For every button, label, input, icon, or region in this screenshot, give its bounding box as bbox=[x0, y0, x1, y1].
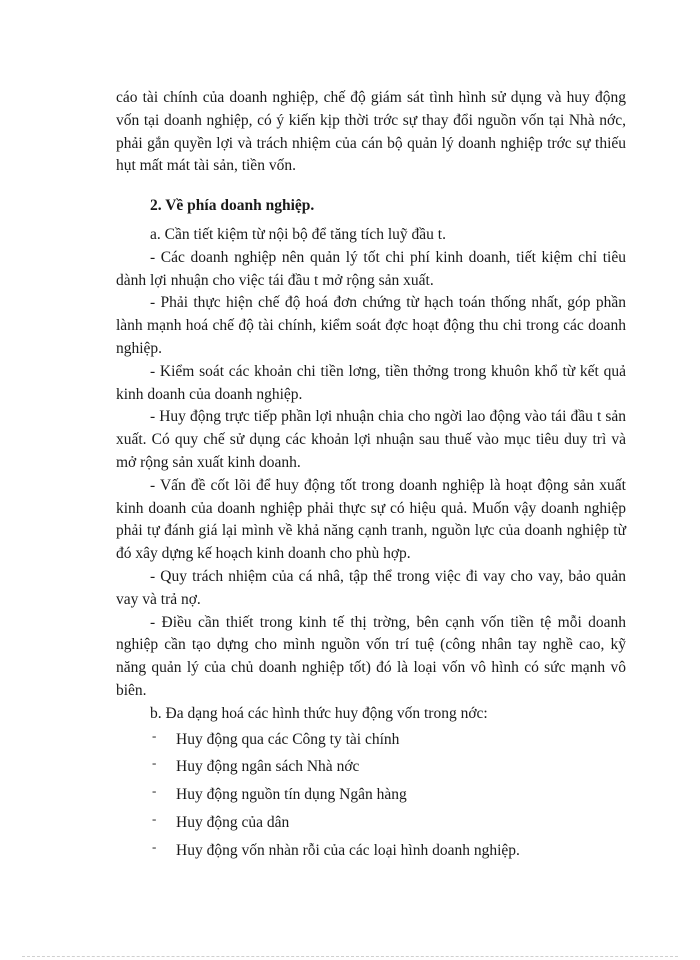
bullet-list bbox=[116, 729, 626, 863]
bullet-marker: - bbox=[152, 810, 157, 826]
list-item-text: Huy động qua các Công ty tài chính bbox=[176, 730, 400, 748]
list-item bbox=[116, 784, 626, 807]
list-item bbox=[116, 840, 626, 863]
paragraph-savings: a. Cần tiết kiệm từ nội bộ để tăng tích luỹ đầu t. bbox=[150, 225, 446, 243]
bullet-marker: - bbox=[152, 838, 157, 854]
list-item-text: Huy động nguồn tín dụng Ngân hàng bbox=[176, 786, 407, 804]
list-item bbox=[116, 729, 626, 752]
paragraph-responsibility: - Quy trách nhiệm của cá nhâ, tập thể trong việc đi vay cho vay, bảo quản vay và trả nợ. bbox=[116, 567, 626, 608]
paragraph-cost-management: - Các doanh nghiệp nên quản lý tốt chi phí kinh doanh, tiết kiệm chỉ tiêu dành lợi nhuận cho việc tái đầu t mở rộng sản xuất. bbox=[116, 248, 626, 289]
list-item-text: Huy động ngân sách Nhà nớc bbox=[176, 758, 360, 776]
list-item bbox=[116, 756, 626, 779]
paragraph-diversify: b. Đa dạng hoá các hình thức huy động vốn trong nớc: bbox=[150, 704, 488, 722]
bullet-marker: - bbox=[152, 783, 157, 799]
list-item-text: Huy động của dân bbox=[176, 813, 290, 831]
list-item bbox=[116, 812, 626, 835]
bullet-marker: - bbox=[152, 755, 157, 771]
paragraph-wage-control: - Kiểm soát các khoản chi tiền lơng, tiền thởng trong khuôn khổ từ kết quả kinh doanh của doanh nghiệp. bbox=[116, 362, 626, 403]
opening-paragraph: cáo tài chính của doanh nghiệp, chế độ giám sát tình hình sử dụng và huy động vốn tại doanh nghiệp, có ý kiến kịp thời trớc sự thay đổi nguồn vốn tại Nhà nớc, phải gắn quyền lợi và trách nhiệm của cán bộ quản lý doanh nghiệp trớc sự thiếu hụt mất mát tài sản, tiền vốn. bbox=[116, 89, 626, 175]
document-body bbox=[116, 87, 626, 868]
paragraph-profit-mobilization: - Huy động trực tiếp phần lợi nhuận chia cho ngời lao động vào tái đầu t sản xuất. Có quy chế sử dụng các khoản lợi nhuận sau thuế vào mục tiêu duy trì và mở rộng sản xuất kinh doanh. bbox=[116, 408, 626, 471]
bullet-marker: - bbox=[152, 727, 157, 743]
paragraph-invoices: - Phải thực hiện chế độ hoá đơn chứng từ hạch toán thống nhất, góp phần lành mạnh hoá chế độ tài chính, kiểm soát đợc hoạt động thu chi trong các doanh nghiệp. bbox=[116, 294, 626, 357]
section-heading: 2. Về phía doanh nghiệp. bbox=[150, 197, 315, 215]
paragraph-core-issue: - Vấn đề cốt lõi để huy động tốt trong doanh nghiệp là hoạt động sản xuất kinh doanh của doanh nghiệp phải thực sự có hiệu quả. Muốn vậy doanh nghiệp phải tự đánh giá lại mình về khả năng cạnh tranh, nguồn lực của doanh nghiệp từ đó xây dựng kế hoạch kinh doanh cho phù hợp. bbox=[116, 476, 626, 563]
page-bottom-divider bbox=[22, 956, 678, 957]
list-item-text: Huy động vốn nhàn rỗi của các loại hình doanh nghiệp. bbox=[176, 841, 520, 859]
paragraph-intellectual-capital: - Điều cần thiết trong kinh tế thị trờng, bên cạnh vốn tiền tệ mỗi doanh nghiệp cần tạo dựng cho mình nguồn vốn trí tuệ (công nhân tay nghề cao, kỹ năng quản lý của chủ doanh nghiệp tốt) đó là loại vốn vô hình có sức mạnh vô biên. bbox=[116, 613, 626, 699]
